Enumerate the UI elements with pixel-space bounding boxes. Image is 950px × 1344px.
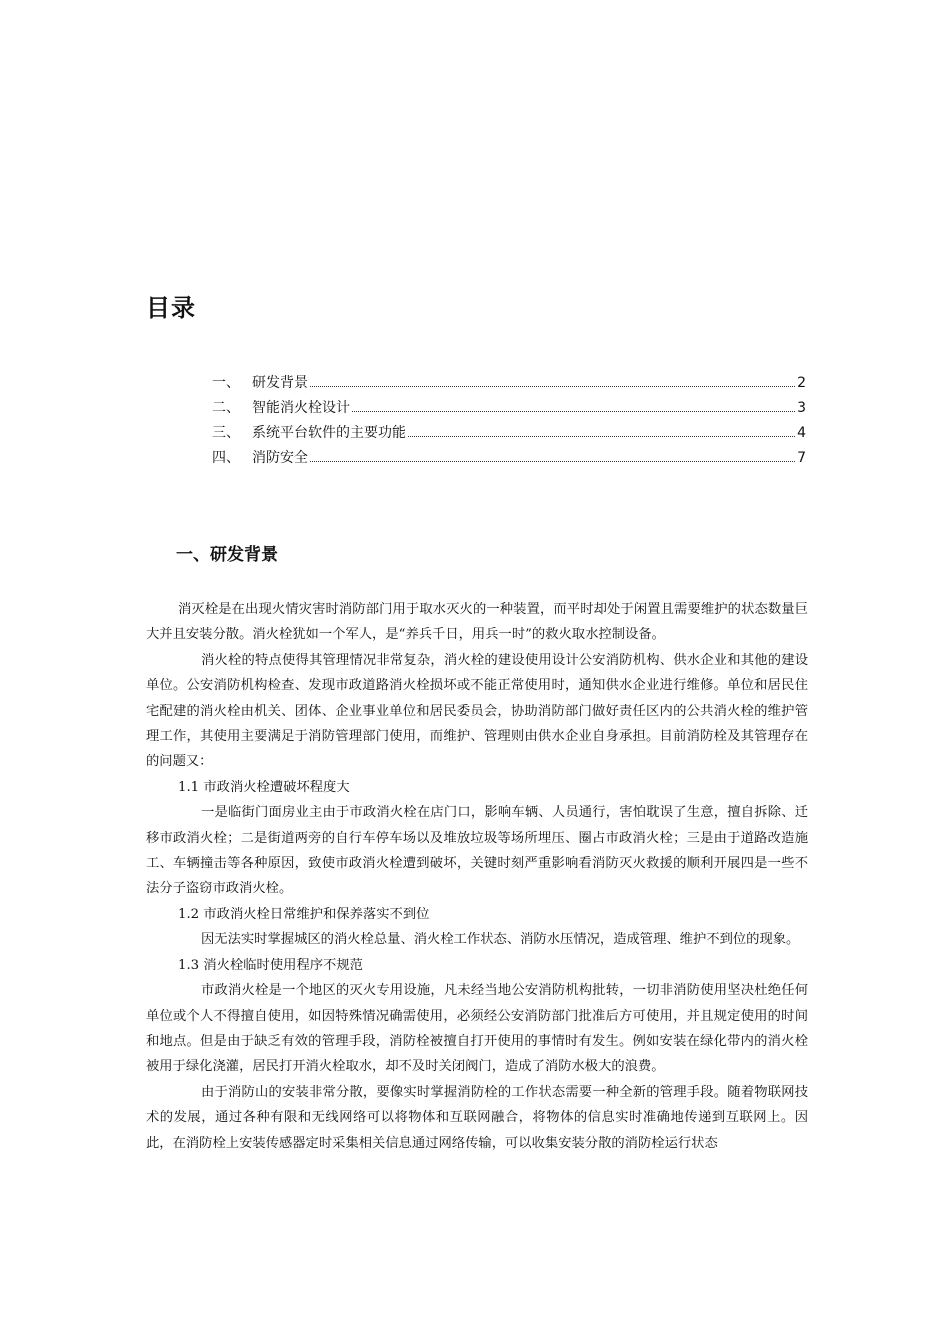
toc-leader-dots [408,436,795,437]
toc-entry-label: 研发背景 [252,375,308,391]
toc-entry-page: 3 [797,400,806,416]
toc-entry[interactable] [212,422,806,447]
paragraph: 市政消火栓是一个地区的灭火专用设施，凡未经当地公安消防机构批转，一切非消防使用坚决杜绝任何单位或个人不得擅自使用，如因特殊情况确需使用，必须经公安消防部门批准后方可使用，并且规定使用的时间和地点。但是由于缺乏有效的管理手段，消防栓被擅自打开使用的事情时有发生。例如安装在绿化带内的消火栓被用于绿化浇灌，居民打开消火栓取水，却不及时关闭阀门，造成了消防水极大的浪费。 [146,983,808,1075]
toc-leader-dots [310,386,795,387]
toc-entry-label: 系统平台软件的主要功能 [252,425,406,441]
toc-entry-page: 2 [797,375,806,391]
toc-entry-number: 三、 [212,425,240,441]
section-body [146,597,808,1156]
paragraph: 一是临街门面房业主由于市政消火栓在店门口，影响车辆、人员通行，害怕耽误了生意，擅自拆除、迁移市政消火栓；二是街道两旁的自行车停车场以及堆放垃圾等场所埋压、圈占市政消火栓；三是由于道路改造施工、车辆撞击等各种原因，致使市政消火栓遭到破坏，关键时刻严重影响看消防灭火救援的顺利开展四是一些不法分子盗窃市政消火栓。 [146,805,808,897]
toc-entry[interactable] [212,372,806,397]
toc-leader-dots [310,461,795,462]
toc-title: 目录 [146,294,196,322]
toc-leader-dots [352,411,795,412]
toc-entry[interactable] [212,397,806,422]
table-of-contents [212,372,806,472]
toc-entry-page: 4 [797,425,806,441]
paragraph: 因无法实时掌握城区的消火栓总量、消火栓工作状态、消防水压情况，造成管理、维护不到位的现象。 [201,932,800,948]
subsection-heading: 1.1 市政消火栓遭破坏程度大 [178,779,350,795]
section-heading: 一、研发背景 [176,545,278,565]
toc-entry-page: 7 [797,450,806,466]
paragraph: 消灭栓是在出现火情灾害时消防部门用于取水灭火的一种装置，而平时却处于闲置且需要维护的状态数量巨大并且安装分散。消火栓犹如一个军人，是“养兵千日，用兵一时”的救火取水控制设备。 [146,602,808,643]
subsection-heading: 1.3 消火栓临时使用程序不规范 [178,957,363,973]
paragraph: 消火栓的特点使得其管理情况非常复杂，消火栓的建设使用设计公安消防机构、供水企业和其他的建设单位。公安消防机构检查、发现市政道路消火栓损坏或不能正常使用时，通知供水企业进行维修。单位和居民住宅配建的消火栓由机关、团体、企业事业单位和居民委员会，协助消防部门做好责任区内的公共消火栓的维护管理工作，其使用主要满足于消防管理部门使用，而维护、管理则由供水企业自身承担。目前消防栓及其管理存在的问题又： [146,652,808,770]
toc-entry-number: 四、 [212,450,240,466]
toc-entry[interactable] [212,447,806,472]
subsection-heading: 1.2 市政消火栓日常维护和保养落实不到位 [178,906,430,922]
paragraph: 由于消防山的安装非常分散，要像实时掌握消防栓的工作状态需要一种全新的管理手段。随着物联网技术的发展，通过各种有限和无线网络可以将物体和互联网融合，将物体的信息实时准确地传递到互联网上。因此，在消防栓上安装传感器定时采集相关信息通过网络传输，可以收集安装分散的消防栓运行状态 [146,1084,808,1151]
toc-entry-label: 消防安全 [252,450,308,466]
toc-entry-label: 智能消火栓设计 [252,400,350,416]
toc-entry-number: 一、 [212,375,240,391]
toc-entry-number: 二、 [212,400,240,416]
